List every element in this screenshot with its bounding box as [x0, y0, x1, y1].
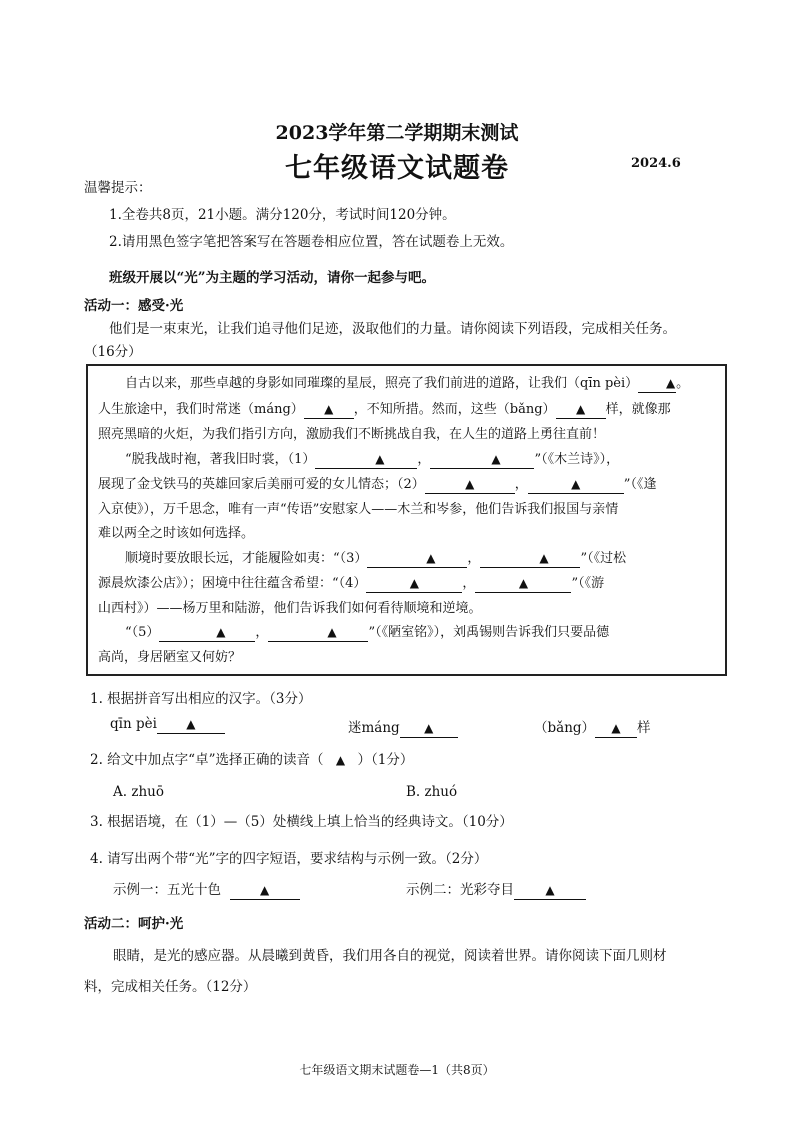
- q1-answer-c[interactable]: ▲: [595, 720, 637, 738]
- q4-example-1: 示例一：五光十色 ▲: [113, 878, 300, 900]
- exam-date: 2024.6: [631, 156, 681, 171]
- tips-label: 温馨提示：: [84, 180, 152, 196]
- answer-blank-5b[interactable]: ▲: [268, 624, 368, 642]
- q4-answer-1[interactable]: ▲: [230, 882, 300, 900]
- q4-answer-2[interactable]: ▲: [514, 882, 586, 900]
- activity2-desc-line-1: 眼睛，是光的感应器。从晨曦到黄昏，我们用各自的视觉，阅读着世界。请你阅读下面几则材: [113, 948, 667, 964]
- passage-line-10: 山西村》）——杨万里和陆游，他们告诉我们如何看待顺境和逆境。: [98, 601, 482, 616]
- passage-line-11: “（5） ▲ ， ▲ ”（《陋室铭》），刘禹锡则告诉我们只要品德: [125, 625, 610, 640]
- exam-subtitle: 七年级语文试题卷: [285, 153, 509, 184]
- q1-answer-b[interactable]: ▲: [400, 720, 458, 738]
- question-1-part-a: qīn pèi ▲: [110, 716, 225, 734]
- passage-line-1: 自古以来，那些卓越的身影如同璀璨的星辰，照亮了我们前进的道路，让我们（qīn pèi） ▲。: [125, 376, 690, 391]
- answer-blank-4a[interactable]: ▲: [366, 575, 462, 593]
- answer-blank-mang[interactable]: ▲: [304, 401, 354, 419]
- answer-blank-1a[interactable]: ▲: [315, 451, 417, 469]
- activity2-title: 活动二：呵护·光: [84, 916, 184, 932]
- q2-option-a: A. zhuō: [113, 784, 164, 800]
- tip-item-1: 1.全卷共8页，21小题。满分120分，考试时间120分钟。: [109, 207, 456, 223]
- exam-title: 2023学年第二学期期末测试: [275, 122, 519, 144]
- passage-line-6: 入京使》），万千思念，唯有一声“传语”安慰家人——木兰和岑参，他们告诉我们报国与亲情: [98, 502, 619, 517]
- answer-blank-bang[interactable]: ▲: [556, 401, 606, 419]
- intro-text: 班级开展以“光”为主题的学习活动，请你一起参与吧。: [109, 270, 436, 286]
- q4-example-2: 示例二：光彩夺目 ▲: [406, 878, 586, 900]
- answer-blank-qinpei[interactable]: ▲: [638, 375, 676, 393]
- answer-blank-1b[interactable]: ▲: [430, 451, 534, 469]
- passage-line-5: 展现了金戈铁马的英雄回家后美丽可爱的女儿情态；（2） ▲ ， ▲ ”（《逢: [98, 477, 657, 492]
- question-1: 1. 根据拼音写出相应的汉字。（3分）: [90, 691, 312, 707]
- tip-item-2: 2.请用黑色签字笔把答案写在答题卷相应位置，答在试题卷上无效。: [109, 234, 514, 250]
- answer-blank-2b[interactable]: ▲: [528, 476, 624, 494]
- question-4: 4. 请写出两个带“光”字的四字短语，要求结构与示例一致。（2分）: [90, 851, 488, 867]
- passage-line-7: 难以两全之时该如何选择。: [98, 526, 255, 541]
- question-1-part-c: （bǎng） ▲ 样: [534, 720, 651, 736]
- question-3: 3. 根据语境，在（1）—（5）处横线上填上恰当的经典诗文。（10分）: [90, 814, 513, 830]
- activity1-title: 活动一：感受·光: [84, 298, 184, 314]
- question-2: 2. 给文中加点字“卓”选择正确的读音（ ▲ ）（1分）: [90, 752, 414, 768]
- activity1-score: （16分）: [84, 344, 142, 360]
- activity1-desc: 他们是一束束光，让我们追寻他们足迹，汲取他们的力量。请你阅读下列语段，完成相关任务。: [109, 321, 676, 337]
- q2-answer[interactable]: ▲: [335, 753, 346, 767]
- passage-line-8: 顺境时要放眼长远，才能履险如夷：“（3） ▲ ， ▲ ”（《过松: [125, 551, 627, 566]
- answer-blank-5a[interactable]: ▲: [159, 624, 255, 642]
- answer-blank-4b[interactable]: ▲: [475, 575, 571, 593]
- passage-line-3: 照亮黑暗的火炬，为我们指引方向，激励我们不断挑战自我，在人生的道路上勇往直前！: [98, 427, 606, 442]
- passage-line-4: “脱我战时袍，著我旧时裳，（1） ▲ ， ▲ ”（《木兰诗》），: [125, 452, 620, 467]
- q2-option-b: B. zhuó: [406, 784, 458, 800]
- passage-line-2: 人生旅途中，我们时常迷（máng） ▲ ，不知所措。然而，这些（bǎng） ▲ 样，就像那: [98, 402, 671, 417]
- passage-line-12: 高尚，身居陋室又何妨？: [98, 650, 242, 665]
- answer-blank-2a[interactable]: ▲: [425, 476, 515, 494]
- page-footer: 七年级语文期末试题卷—1（共8页）: [299, 1063, 495, 1077]
- activity2-desc-line-2: 料，完成相关任务。（12分）: [84, 979, 257, 995]
- q1-answer-a[interactable]: ▲: [157, 716, 225, 734]
- answer-blank-3a[interactable]: ▲: [367, 550, 467, 568]
- passage-line-9: 源晨炊漆公店》）；困境中往往蕴含希望：“（4） ▲ ， ▲ ”（《游: [98, 576, 605, 591]
- answer-blank-3b[interactable]: ▲: [480, 550, 580, 568]
- question-1-part-b: 迷máng ▲: [348, 716, 458, 738]
